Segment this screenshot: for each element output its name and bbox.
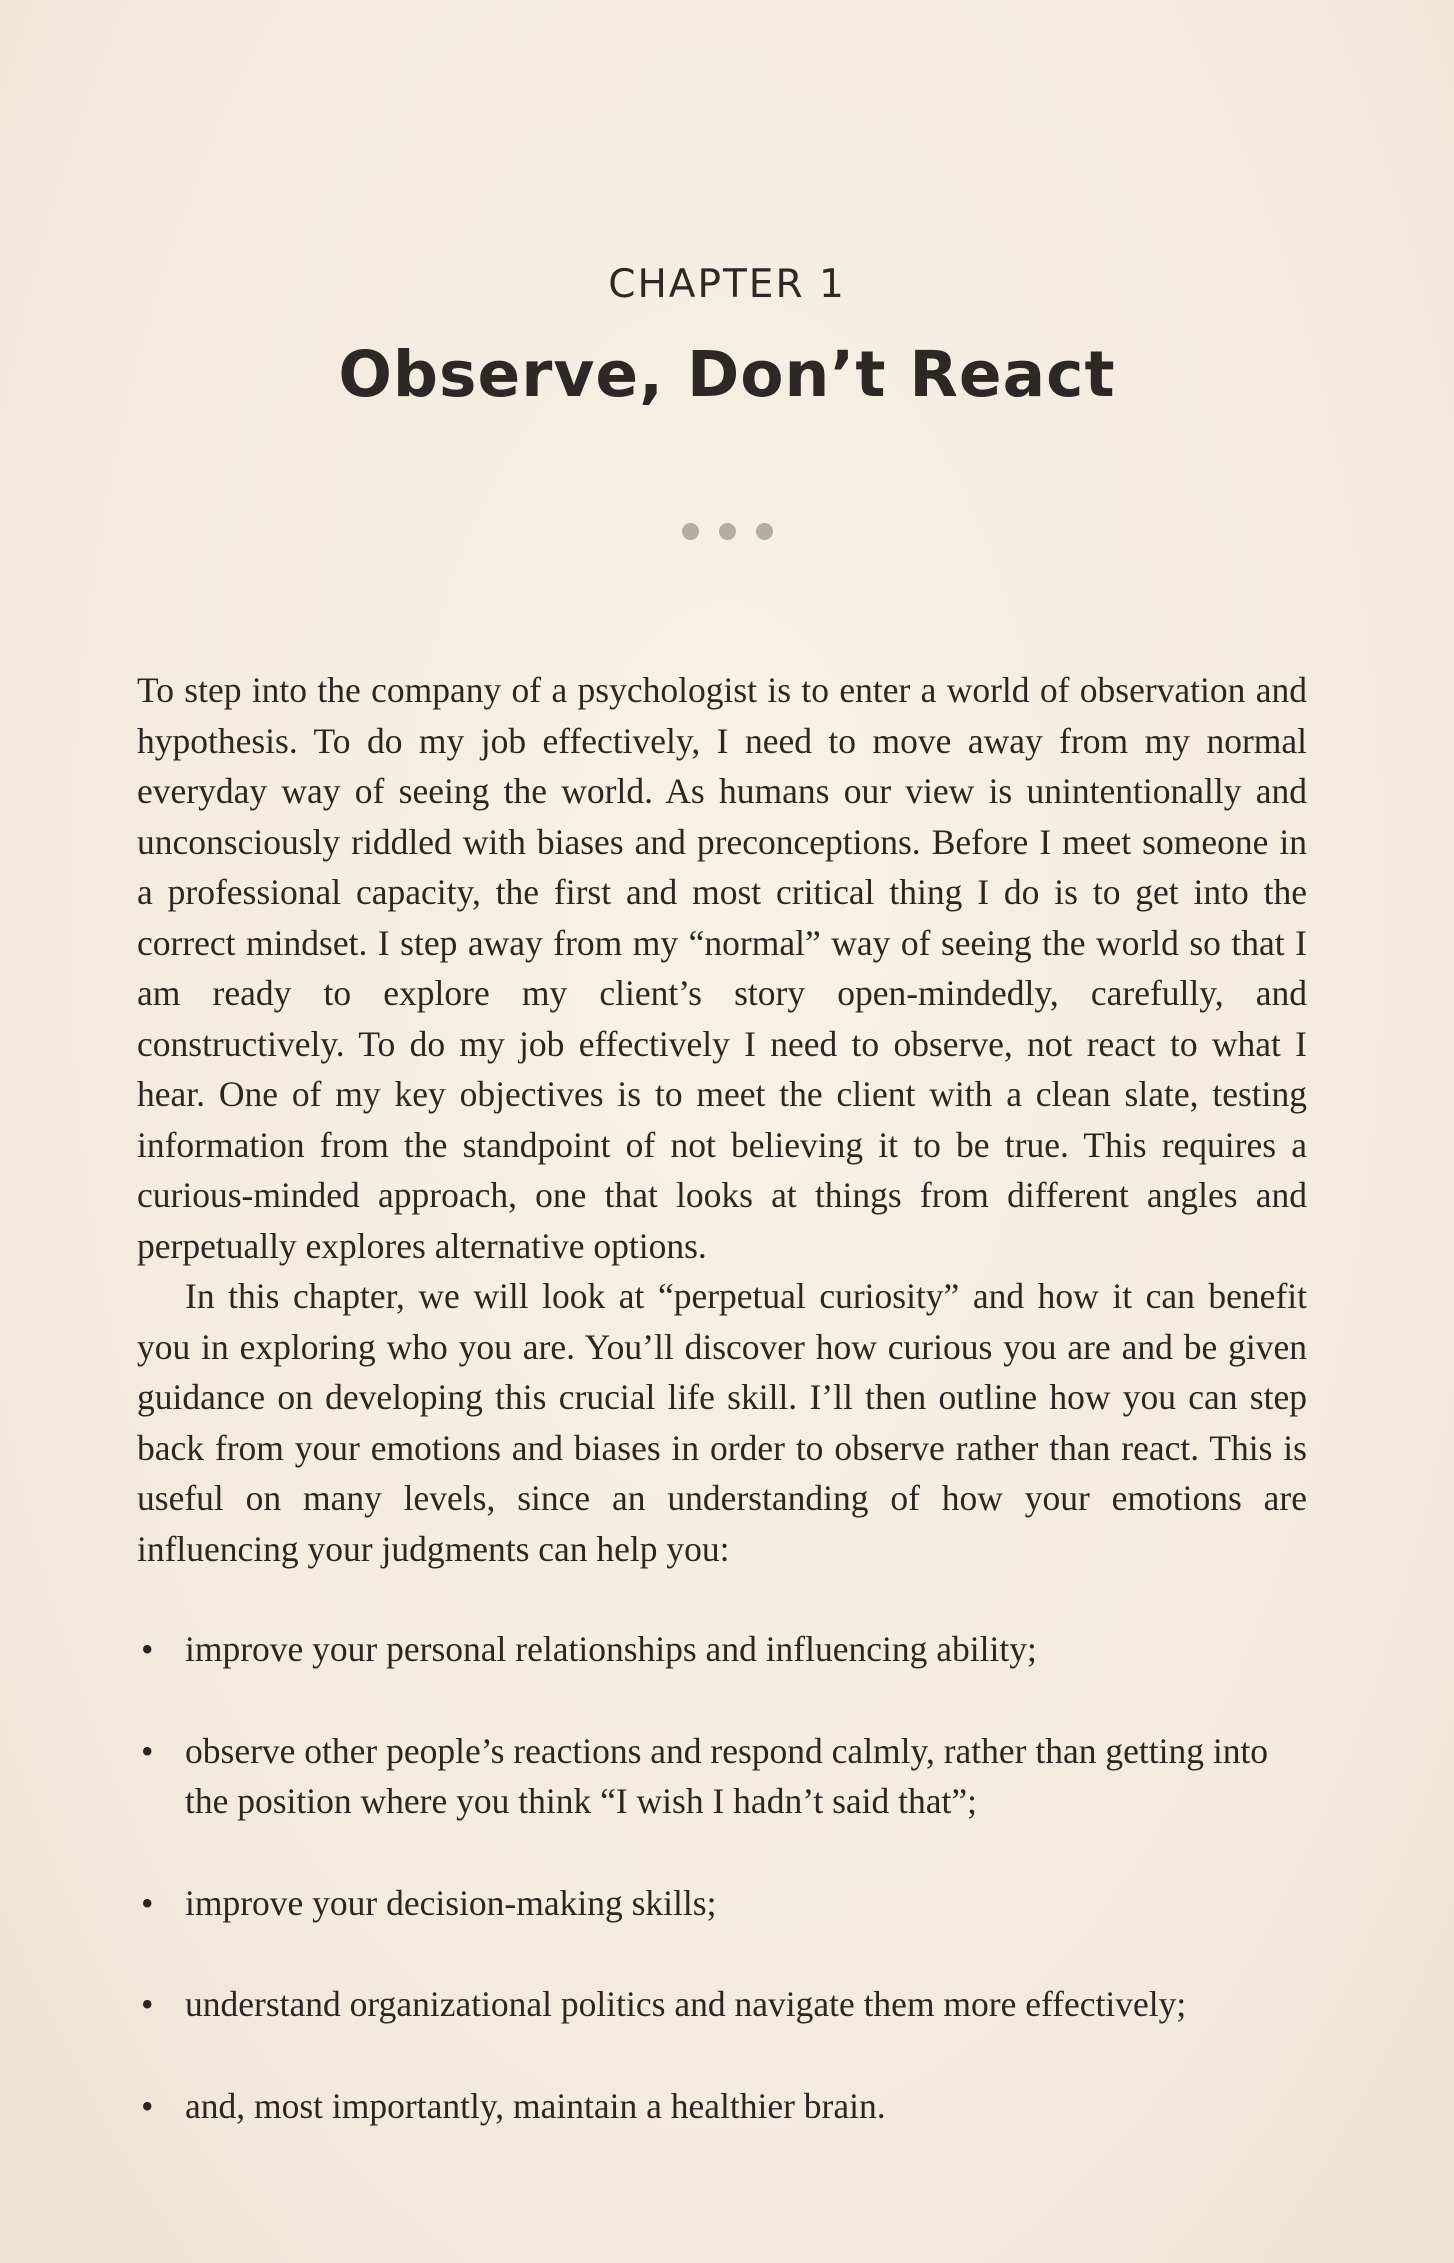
list-item <box>137 1726 1307 1827</box>
bullet-icon: • <box>141 1984 154 2024</box>
bullet-icon: • <box>141 2085 154 2126</box>
chapter-body <box>137 665 1307 2182</box>
chapter-title: Observe, Don’t React <box>338 338 1116 411</box>
chapter-label: CHAPTER 1 <box>608 262 846 307</box>
list-item-text: observe other people’s reactions and respond calmly, rather than getting into the position where you think “I wish I hadn’t said that”; <box>185 1730 1269 1821</box>
list-item-text: understand organizational politics and navigate them more effectively; <box>185 1984 1187 2024</box>
list-item <box>137 2081 1307 2132</box>
list-item <box>137 1878 1307 1929</box>
bullet-icon: • <box>141 1882 154 1923</box>
list-item-text: improve your decision-making skills; <box>185 1882 717 1923</box>
bullet-icon: • <box>141 1730 154 1771</box>
list-item-text: and, most importantly, maintain a healthier brain. <box>185 2085 886 2126</box>
list-item <box>137 1624 1307 1675</box>
bullet-icon: • <box>141 1629 154 1669</box>
section-ornament <box>0 523 1454 540</box>
list-item-text: improve your personal relationships and influencing ability; <box>185 1629 1037 1669</box>
list-item <box>137 1979 1307 2030</box>
paragraph-overview: In this chapter, we will look at “perpetual curiosity” and how it can benefit you in exploring who you are. You’ll discover how curious you are and be given guidance on developing this crucial life skill. I’ll then outline how you can step back from your emotions and biases in order to observe rather than react. This is useful on many levels, since an understanding of how your emotions are influencing your judgments can help you: <box>137 1276 1307 1569</box>
paragraph-intro: To step into the company of a psychologist is to enter a world of observation and hypothesis. To do my job effectively, I need to move away from my normal everyday way of seeing the world. As humans our view is unintentionally and unconsciously riddled with biases and preconceptions. Before I meet someone in a professional capacity, the first and most critical thing I do is to get into the correct mindset. I step away from my “normal” way of seeing the world so that I am ready to explore my client’s story open-mindedly, carefully, and constructively. To do my job effectively I need to observe, not react to what I hear. One of my key objectives is to meet the client with a clean slate, testing information from the standpoint of not believing it to be true. This requires a curious-minded approach, one that looks at things from different angles and perpetually explores alternative options. <box>137 670 1307 1266</box>
benefits-list <box>137 1624 1307 2131</box>
ornament-dot-icon <box>756 523 773 540</box>
ornament-dot-icon <box>682 523 699 540</box>
ornament-dot-icon <box>719 523 736 540</box>
